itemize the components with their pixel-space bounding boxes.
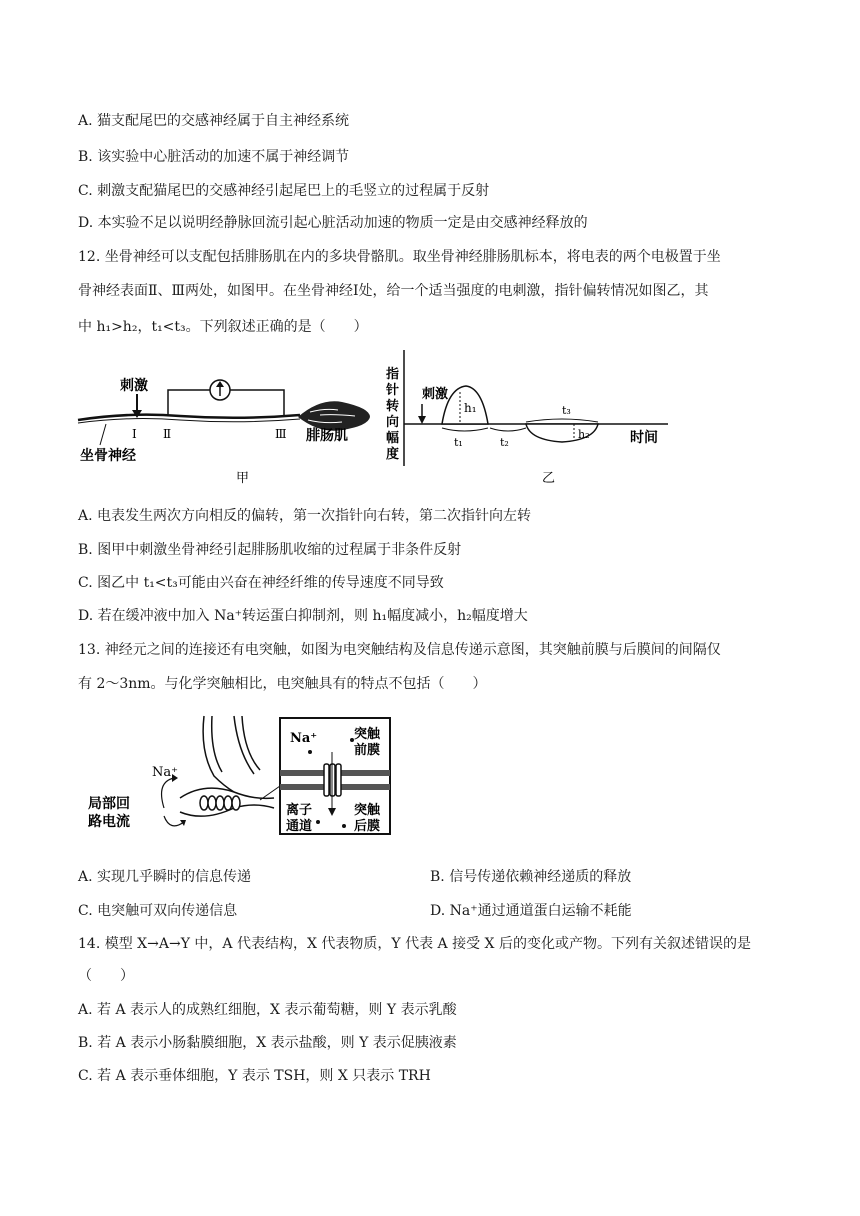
figure-electrical-synapse [84, 712, 394, 840]
yi-t2: t₂ [500, 436, 509, 449]
jia-caption: 甲 [236, 471, 250, 486]
gap-junction-icon [200, 796, 240, 810]
q11-option-a: A. 猫支配尾巴的交感神经属于自主神经系统 [78, 113, 350, 129]
q12-stem-line3: 中 h₁>h₂，t₁<t₃。下列叙述正确的是（ ） [78, 319, 368, 335]
q13-option-b: B. 信号传递依赖神经递质的释放 [430, 869, 632, 885]
jia-pos2: Ⅱ [163, 427, 172, 441]
figure-yi [380, 348, 680, 490]
q13-option-c: C. 电突触可双向传递信息 [78, 903, 238, 919]
q11-option-d: D. 本实验不足以说明经静脉回流引起心脏活动加速的物质一定是由交感神经释放的 [78, 215, 588, 231]
yi-ylabel-2: 针 [386, 383, 400, 398]
yi-ylabel-4: 向 [386, 415, 400, 430]
pre-membrane-label-1: 突触 [354, 727, 381, 742]
jia-nerve-label: 坐骨神经 [80, 448, 136, 464]
yi-xlabel: 时间 [630, 430, 658, 446]
na-box-label: Na⁺ [290, 731, 318, 746]
muscle-shape [298, 401, 370, 430]
q13-option-a: A. 实现几乎瞬时的信息传递 [78, 869, 252, 885]
yi-h2: h₂ [578, 428, 590, 441]
yi-t1: t₁ [454, 436, 463, 449]
figure-jia [70, 360, 370, 490]
q13-stem-line1: 13. 神经元之间的连接还有电突触，如图为电突触结构及信息传递示意图，其突触前膜与后膜间的间隔仅 [78, 642, 721, 658]
jia-stim-label: 刺激 [120, 378, 148, 394]
q12-option-a: A. 电表发生两次方向相反的偏转，第一次指针向右转，第二次指针向左转 [78, 508, 532, 524]
q13-option-d: D. Na⁺通过通道蛋白运输不耗能 [430, 903, 632, 919]
yi-ylabel-1: 指 [386, 367, 400, 382]
q14-option-a: A. 若 A 表示人的成熟红细胞，X 表示葡萄糖，则 Y 表示乳酸 [78, 1002, 457, 1018]
q12-option-b: B. 图甲中刺激坐骨神经引起腓肠肌收缩的过程属于非条件反射 [78, 542, 462, 558]
pre-membrane-label-2: 前膜 [354, 743, 381, 758]
q12-stem-line1: 12. 坐骨神经可以支配包括腓肠肌在内的多块骨骼肌。取坐骨神经腓肠肌标本，将电表的两个电极置于坐 [78, 249, 721, 265]
q13-stem-line2: 有 2～3nm。与化学突触相比，电突触具有的特点不包括（ ） [78, 676, 487, 692]
jia-muscle-label: 腓肠肌 [306, 428, 348, 444]
na-left-label: Na⁺ [152, 765, 178, 780]
yi-ylabel-3: 转 [386, 399, 400, 414]
yi-h1: h₁ [464, 401, 477, 415]
q12-stem-line2: 骨神经表面Ⅱ、Ⅲ两处，如图甲。在坐骨神经Ⅰ处，给一个适当强度的电刺激，指针偏转情况如图乙，其 [78, 283, 709, 299]
q12-option-c: C. 图乙中 t₁<t₃可能由兴奋在神经纤维的传导速度不同导致 [78, 575, 444, 591]
yi-stim-label: 刺激 [422, 387, 449, 402]
yi-ylabel-6: 度 [386, 447, 400, 462]
yi-caption: 乙 [542, 471, 556, 486]
q12-option-d: D. 若在缓冲液中加入 Na⁺转运蛋白抑制剂，则 h₁幅度减小，h₂幅度增大 [78, 608, 528, 624]
post-membrane-label-2: 后膜 [354, 819, 381, 834]
channel-label-2: 通道 [286, 819, 313, 834]
channel-label-1: 离子 [286, 803, 313, 818]
yi-ylabel-5: 幅 [386, 431, 400, 446]
post-membrane-label-1: 突触 [354, 803, 381, 818]
q14-stem-line1: 14. 模型 X→A→Y 中，A 代表结构，X 代表物质，Y 代表 A 接受 X 后的变化或产物。下列有关叙述错误的是 [78, 936, 751, 952]
q14-stem-line2: （ ） [78, 968, 134, 984]
yi-t3: t₃ [562, 404, 571, 417]
q11-option-b: B. 该实验中心脏活动的加速不属于神经调节 [78, 149, 350, 165]
q11-option-c: C. 刺激支配猫尾巴的交感神经引起尾巴上的毛竖立的过程属于反射 [78, 183, 490, 199]
current-label-2: 路电流 [88, 814, 130, 830]
jia-pos3: Ⅲ [275, 427, 287, 441]
q14-option-c: C. 若 A 表示垂体细胞，Y 表示 TSH，则 X 只表示 TRH [78, 1068, 431, 1084]
q14-option-b: B. 若 A 表示小肠黏膜细胞，X 表示盐酸，则 Y 表示促胰液素 [78, 1035, 457, 1051]
jia-pos1: Ⅰ [132, 427, 137, 441]
current-label-1: 局部回 [88, 796, 130, 812]
